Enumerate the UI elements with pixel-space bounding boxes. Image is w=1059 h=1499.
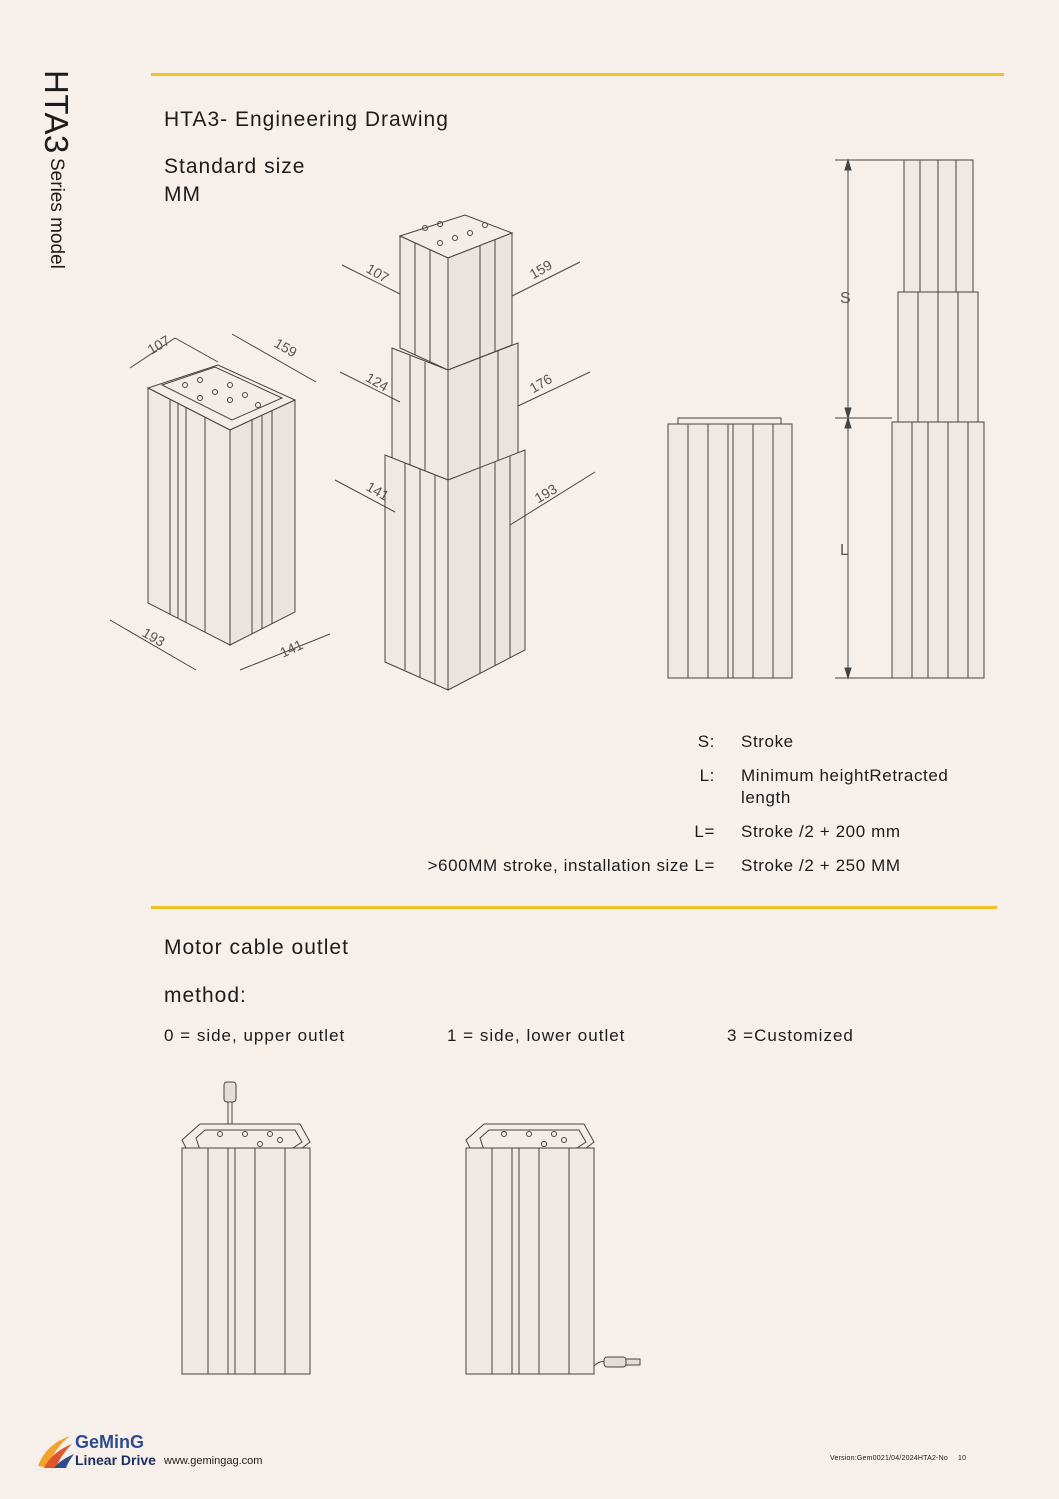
standard-size-label: Standard size (164, 155, 306, 178)
legend-key-long-stroke: >600MM stroke, installation size L= (427, 856, 715, 875)
extended-front-view (835, 160, 984, 678)
dim-left-bottom-a: 193 (139, 624, 168, 650)
page-number: 10 (958, 1455, 967, 1462)
lower-outlet-column (466, 1124, 640, 1374)
middle-column-iso (335, 215, 595, 690)
dim-left-top-a: 107 (144, 332, 173, 358)
outlet-option-1: 1 = side, lower outlet (447, 1026, 626, 1045)
cable-outlet-drawings (0, 1070, 1059, 1390)
model-name: HTA3 (38, 70, 75, 154)
dim-length-label: L (840, 542, 849, 559)
brand-name: GeMinG (75, 1432, 145, 1452)
dim-mid-bot-a: 141 (363, 478, 392, 504)
dim-left-top-b: 159 (271, 334, 300, 361)
legend-value-l-cont: length (741, 788, 791, 807)
footer-version: Version:Gem0021/04/2024HTA2-No (830, 1455, 948, 1462)
cable-method-label: method: (164, 984, 247, 1007)
dim-mid-mid-b: 176 (526, 370, 555, 397)
dim-mid-top-b: 159 (526, 256, 555, 283)
retracted-front-view (668, 418, 792, 678)
legend-value-s: Stroke (741, 732, 794, 751)
unit-label: MM (164, 183, 201, 206)
dim-left-bottom-b: 141 (277, 636, 306, 661)
dim-stroke-label: S (840, 290, 851, 307)
legend-key-l-formula: L= (694, 822, 715, 841)
dim-mid-top-a: 107 (363, 260, 392, 286)
legend-value-long-stroke: Stroke /2 + 250 MM (741, 856, 901, 875)
cable-outlet-title: Motor cable outlet (164, 936, 349, 959)
legend-value-l: Minimum heightRetracted (741, 766, 949, 785)
footer-url: www.gemingag.com (164, 1455, 263, 1467)
brand-logo-icon (36, 1430, 76, 1470)
dim-mid-bot-b: 193 (531, 480, 560, 507)
legend-key-s: S: (697, 732, 715, 751)
page-title: HTA3- Engineering Drawing (164, 108, 449, 131)
engineering-drawing (0, 0, 1059, 720)
outlet-option-3: 3 =Customized (727, 1026, 854, 1045)
upper-outlet-column (182, 1082, 310, 1374)
series-label: Series model (46, 158, 67, 270)
legend-key-l: L: (699, 766, 715, 785)
legend-value-l-formula: Stroke /2 + 200 mm (741, 822, 901, 841)
outlet-option-0: 0 = side, upper outlet (164, 1026, 346, 1045)
left-column-iso (110, 334, 330, 670)
dim-mid-mid-a: 124 (363, 369, 392, 395)
brand-tagline: Linear Drive (75, 1452, 156, 1468)
section-rule (151, 906, 997, 909)
